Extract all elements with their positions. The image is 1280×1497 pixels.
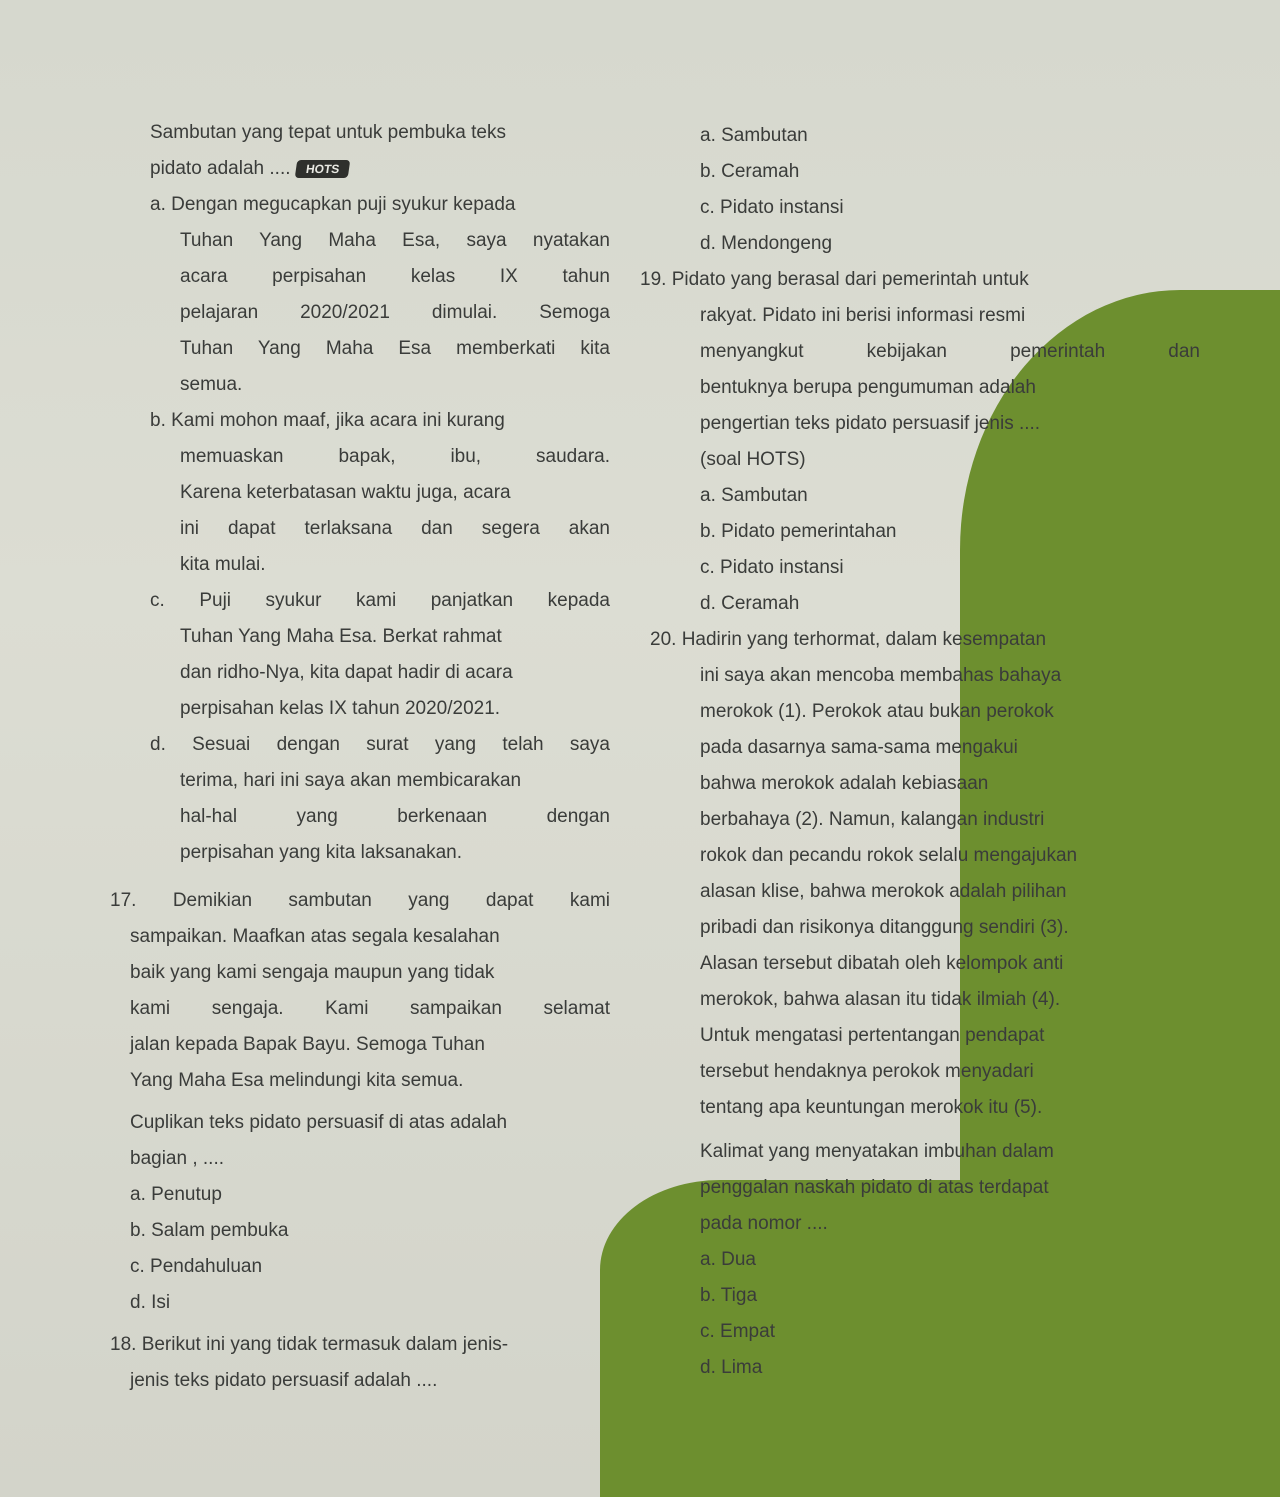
q16-option-d-line: hal-hal yang berkenaan dengan bbox=[180, 806, 610, 827]
q16-option-c-line: Tuhan Yang Maha Esa. Berkat rahmat bbox=[180, 626, 502, 647]
q16-option-a-line: semua. bbox=[180, 374, 243, 395]
q17-stem-line: 17. Demikian sambutan yang dapat kami bbox=[110, 890, 610, 911]
q16-option-a-line: Tuhan Yang Maha Esa memberkati kita bbox=[180, 338, 610, 359]
q20-stem-line: 20. Hadirin yang terhormat, dalam kesempatan bbox=[650, 629, 1047, 650]
q17-stem-line: jalan kepada Bapak Bayu. Semoga Tuhan bbox=[130, 1034, 485, 1055]
q17-stem-line: Yang Maha Esa melindungi kita semua. bbox=[130, 1070, 464, 1091]
q17-stem-line: kami sengaja. Kami sampaikan selamat bbox=[130, 998, 610, 1019]
q20-option-a: a. Dua bbox=[700, 1249, 756, 1270]
q16-option-d: d. Sesuai dengan surat yang telah saya bbox=[150, 734, 610, 755]
q19-option-b: b. Pidato pemerintahan bbox=[700, 521, 897, 542]
q16-option-c-line: perpisahan kelas IX tahun 2020/2021. bbox=[180, 698, 501, 719]
q20-question: Kalimat yang menyatakan imbuhan dalam bbox=[700, 1141, 1054, 1162]
q17-option-c: c. Pendahuluan bbox=[130, 1256, 263, 1277]
q20-stem-line: bahwa merokok adalah kebiasaan bbox=[700, 773, 989, 794]
q16-stem-text: pidato adalah .... bbox=[150, 158, 291, 179]
q17-stem-line: baik yang kami sengaja maupun yang tidak bbox=[130, 962, 495, 983]
q20-stem-line: Alasan tersebut dibatah oleh kelompok anti bbox=[700, 953, 1064, 974]
right-column bbox=[640, 118, 1200, 1386]
q19-stem-line: pengertian teks pidato persuasif jenis .... bbox=[700, 413, 1041, 434]
q20-stem-line: pada dasarnya sama-sama mengakui bbox=[700, 737, 1018, 758]
q19-stem-line: rakyat. Pidato ini berisi informasi resmi bbox=[700, 305, 1026, 326]
q16-stem-line bbox=[110, 151, 610, 187]
q17-option-d: d. Isi bbox=[130, 1292, 171, 1313]
q20-stem-line: Untuk mengatasi pertentangan pendapat bbox=[700, 1025, 1045, 1046]
left-column bbox=[110, 115, 610, 1399]
q20-stem-line: alasan klise, bahwa merokok adalah pilihan bbox=[700, 881, 1067, 902]
q16-option-a-line: pelajaran 2020/2021 dimulai. Semoga bbox=[180, 302, 610, 323]
q16-option-b-line: ini dapat terlaksana dan segera akan bbox=[180, 518, 610, 539]
q18-stem-line: jenis teks pidato persuasif adalah .... bbox=[130, 1370, 438, 1391]
q19-option-c: c. Pidato instansi bbox=[700, 557, 844, 578]
q20-stem-line: berbahaya (2). Namun, kalangan industri bbox=[700, 809, 1045, 830]
q19-stem-line: menyangkut kebijakan pemerintah dan bbox=[700, 341, 1200, 362]
q16-option-b: b. Kami mohon maaf, jika acara ini kurang bbox=[150, 410, 505, 431]
q20-stem-line: tentang apa keuntungan merokok itu (5). bbox=[700, 1097, 1043, 1118]
q17-option-a: a. Penutup bbox=[130, 1184, 222, 1205]
q16-stem-line: Sambutan yang tepat untuk pembuka teks bbox=[150, 122, 506, 143]
q19-option-a: a. Sambutan bbox=[700, 485, 808, 506]
q18-option-b: b. Ceramah bbox=[700, 161, 800, 182]
q18-option-d: d. Mendongeng bbox=[700, 233, 833, 254]
q20-stem-line: merokok (1). Perokok atau bukan perokok bbox=[700, 701, 1054, 722]
q20-stem-line: merokok, bahwa alasan itu tidak ilmiah (4). bbox=[700, 989, 1061, 1010]
q16-option-a-line: acara perpisahan kelas IX tahun bbox=[180, 266, 610, 287]
q17-question: bagian , .... bbox=[130, 1148, 225, 1169]
q19-stem-line: 19. Pidato yang berasal dari pemerintah untuk bbox=[640, 269, 1029, 290]
q20-option-d: d. Lima bbox=[700, 1357, 763, 1378]
q16-option-b-line: kita mulai. bbox=[180, 554, 266, 575]
q20-stem-line: tersebut hendaknya perokok menyadari bbox=[700, 1061, 1034, 1082]
q17-option-b: b. Salam pembuka bbox=[130, 1220, 289, 1241]
q19-stem-line: (soal HOTS) bbox=[700, 449, 806, 470]
q18-option-a: a. Sambutan bbox=[700, 125, 808, 146]
q16-option-c-line: dan ridho-Nya, kita dapat hadir di acara bbox=[180, 662, 513, 683]
q16-option-a: a. Dengan megucapkan puji syukur kepada bbox=[150, 194, 516, 215]
q20-option-b: b. Tiga bbox=[700, 1285, 758, 1306]
q17-question: Cuplikan teks pidato persuasif di atas adalah bbox=[130, 1112, 508, 1133]
q20-stem-line: ini saya akan mencoba membahas bahaya bbox=[700, 665, 1062, 686]
q16-option-c: c. Puji syukur kami panjatkan kepada bbox=[150, 590, 610, 611]
q16-option-b-line: Karena keterbatasan waktu juga, acara bbox=[180, 482, 511, 503]
q19-stem-line: bentuknya berupa pengumuman adalah bbox=[700, 377, 1036, 398]
q19-option-d: d. Ceramah bbox=[700, 593, 800, 614]
q20-question: penggalan naskah pidato di atas terdapat bbox=[700, 1177, 1049, 1198]
q20-option-c: c. Empat bbox=[700, 1321, 775, 1342]
q20-stem-line: pribadi dan risikonya ditanggung sendiri (3). bbox=[700, 917, 1069, 938]
q18-stem-line: 18. Berikut ini yang tidak termasuk dalam jenis- bbox=[110, 1334, 509, 1355]
q20-stem-line: rokok dan pecandu rokok selalu mengajukan bbox=[700, 845, 1078, 866]
q16-option-b-line: memuaskan bapak, ibu, saudara. bbox=[180, 446, 610, 467]
q16-option-d-line: terima, hari ini saya akan membicarakan bbox=[180, 770, 522, 791]
q17-stem-line: sampaikan. Maafkan atas segala kesalahan bbox=[130, 926, 500, 947]
q16-option-d-line: perpisahan yang kita laksanakan. bbox=[180, 842, 463, 863]
q18-option-c: c. Pidato instansi bbox=[700, 197, 844, 218]
hots-badge: HOTS bbox=[295, 160, 351, 178]
q20-question: pada nomor .... bbox=[700, 1213, 828, 1234]
q16-option-a-line: Tuhan Yang Maha Esa, saya nyatakan bbox=[180, 230, 610, 251]
